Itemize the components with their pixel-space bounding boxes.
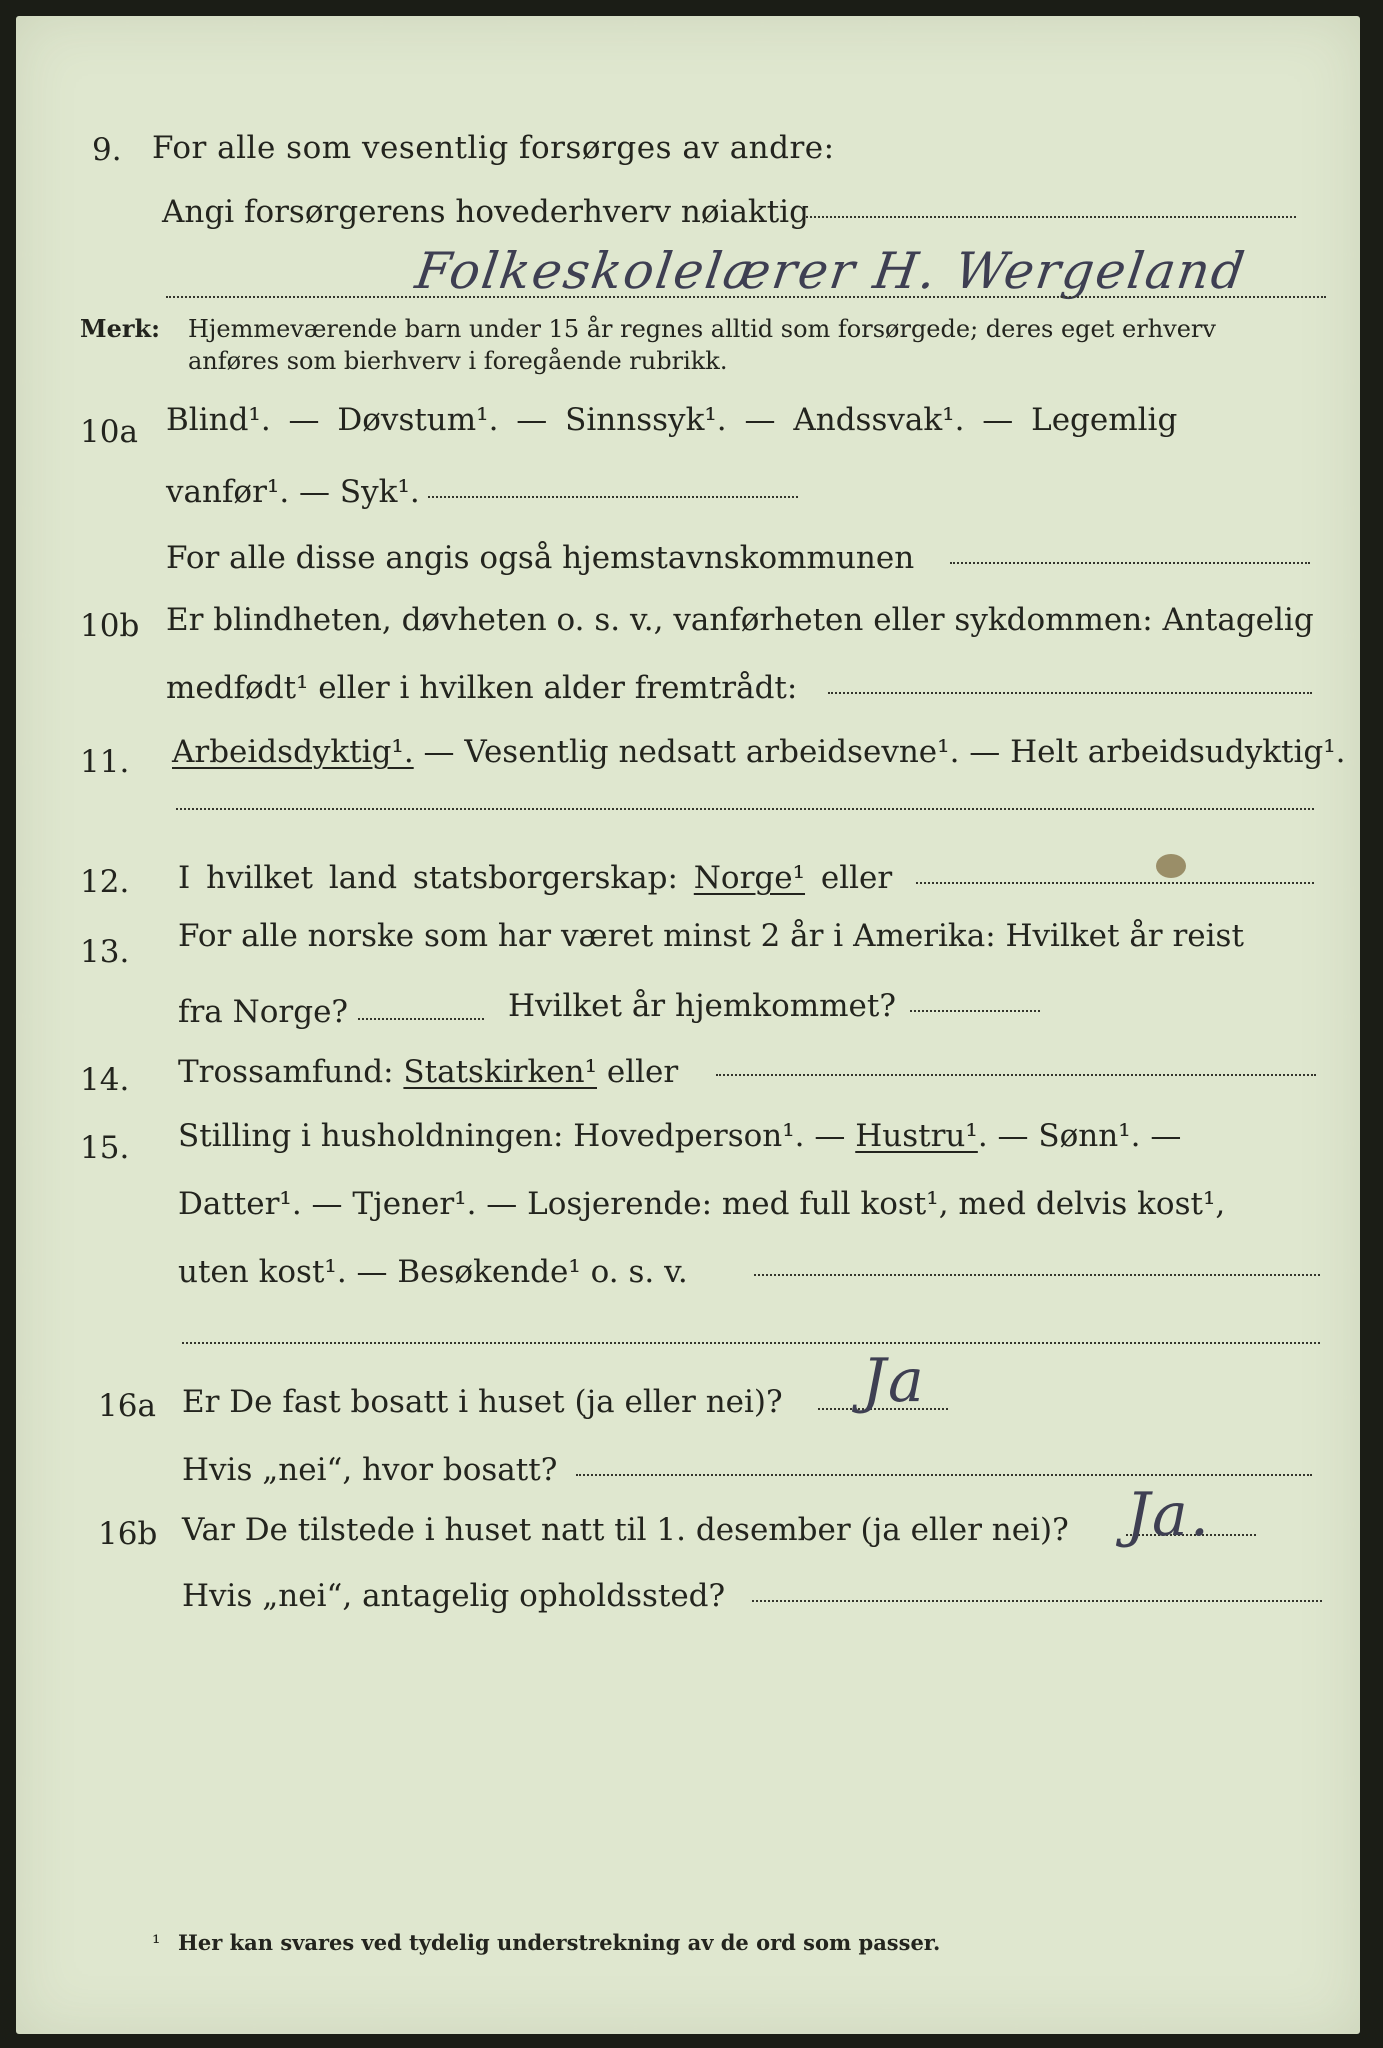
q15-number: 15. bbox=[80, 1130, 130, 1166]
q12-post: eller bbox=[805, 860, 893, 896]
q9-fill-line bbox=[806, 216, 1296, 218]
q10a-kommune-line bbox=[950, 562, 1310, 564]
q16a-handwritten-answer: Ja bbox=[862, 1346, 926, 1416]
q9-handwritten-answer: Folkeskolelærer H. Wergeland bbox=[411, 242, 1250, 300]
q10b-fill-line bbox=[828, 692, 1312, 694]
q15-line1 bbox=[178, 1116, 1181, 1156]
census-form-page bbox=[16, 16, 1360, 2034]
q14-post: eller bbox=[597, 1054, 679, 1090]
q14-fill-line bbox=[716, 1074, 1316, 1076]
q12-option-norge: Norge¹ bbox=[693, 860, 806, 896]
q12-pre: I hvilket land statsborgerskap: bbox=[178, 860, 694, 896]
footnote-text: Her kan svares ved tydelig understrekning av de ord som passer. bbox=[178, 1930, 941, 1955]
q9-line2: Angi forsørgerens hovederhverv nøiaktig bbox=[162, 194, 809, 230]
q11-rest: — Vesentlig nedsatt arbeidsevne¹. — Helt arbeidsudyktig¹. bbox=[413, 734, 1346, 770]
q9-title: For alle som vesentlig forsørges av andre: bbox=[152, 130, 835, 166]
merk-label: Merk: bbox=[80, 314, 160, 343]
q11-number: 11. bbox=[80, 744, 130, 780]
q13-line2b: Hvilket år hjemkommet? bbox=[508, 988, 896, 1024]
merk-line1: Hjemmeværende barn under 15 år regnes alltid som forsørgede; deres eget erhverv bbox=[188, 315, 1216, 343]
q15-option-hustru: Hustru¹ bbox=[855, 1118, 978, 1154]
q15-fill-line bbox=[754, 1274, 1320, 1276]
q11-option-arbeidsdyktig: Arbeidsdyktig¹. bbox=[172, 734, 414, 770]
merk-line2: anføres som bierhverv i foregående rubrikk. bbox=[188, 347, 728, 375]
q16b-handwritten-answer: Ja. bbox=[1126, 1480, 1211, 1550]
q16a-number: 16a bbox=[98, 1388, 156, 1424]
q14-pre: Trossamfund: bbox=[178, 1054, 404, 1090]
q10a-line3: For alle disse angis også hjemstavnskommunen bbox=[166, 540, 915, 576]
q10b-line2: medfødt¹ eller i hvilken alder fremtrådt: bbox=[166, 670, 798, 706]
q16b-line1: Var De tilstede i huset natt til 1. desember (ja eller nei)? bbox=[182, 1512, 1069, 1548]
q14-number: 14. bbox=[80, 1062, 130, 1098]
q12-line bbox=[178, 858, 892, 898]
q15-line2: Datter¹. — Tjener¹. — Losjerende: med full kost¹, med delvis kost¹, bbox=[178, 1186, 1226, 1222]
q10a-number: 10a bbox=[80, 414, 138, 450]
q10b-line1: Er blindheten, døvheten o. s. v., vanførheten eller sykdommen: Antagelig bbox=[166, 602, 1314, 638]
q16a-bosatt-line bbox=[576, 1474, 1312, 1476]
q13-line2a: fra Norge? bbox=[178, 994, 349, 1030]
q13-hjemkommet-line bbox=[910, 1010, 1040, 1012]
q16a-line1: Er De fast bosatt i huset (ja eller nei)? bbox=[182, 1384, 783, 1420]
q10b-number: 10b bbox=[80, 608, 140, 644]
q15-answer-line bbox=[182, 1342, 1320, 1344]
q16b-line2: Hvis „nei“, antagelig opholdssted? bbox=[182, 1578, 726, 1614]
q10a-syk-line bbox=[428, 496, 798, 498]
q12-number: 12. bbox=[80, 864, 130, 900]
q9-answer-line bbox=[166, 296, 1326, 298]
q13-line1: For alle norske som har været minst 2 år i Amerika: Hvilket år reist bbox=[178, 918, 1244, 954]
q12-fill-line bbox=[916, 882, 1314, 884]
footnote-mark: ¹ bbox=[152, 1931, 161, 1955]
ink-stain bbox=[1156, 854, 1186, 878]
q10a-line1: Blind¹. — Døvstum¹. — Sinnssyk¹. — Andssvak¹. — Legemlig bbox=[166, 402, 1178, 438]
q14-line bbox=[178, 1052, 678, 1092]
q11-answer-line bbox=[176, 808, 1314, 810]
q16a-line2: Hvis „nei“, hvor bosatt? bbox=[182, 1452, 558, 1488]
q15-line3: uten kost¹. — Besøkende¹ o. s. v. bbox=[178, 1254, 688, 1290]
q10a-line2: vanfør¹. — Syk¹. bbox=[166, 474, 420, 510]
q13-number: 13. bbox=[80, 934, 130, 970]
q13-reist-line bbox=[358, 1018, 484, 1020]
q14-option-statskirken: Statskirken¹ bbox=[403, 1054, 597, 1090]
q9-number: 9. bbox=[92, 132, 122, 168]
q16b-opholdssted-line bbox=[752, 1600, 1322, 1602]
q11-line bbox=[172, 732, 1346, 772]
q15-line1b: . — Sønn¹. — bbox=[977, 1118, 1182, 1154]
q15-line1a: Stilling i husholdningen: Hovedperson¹. — bbox=[178, 1118, 856, 1154]
q16b-number: 16b bbox=[98, 1516, 158, 1552]
